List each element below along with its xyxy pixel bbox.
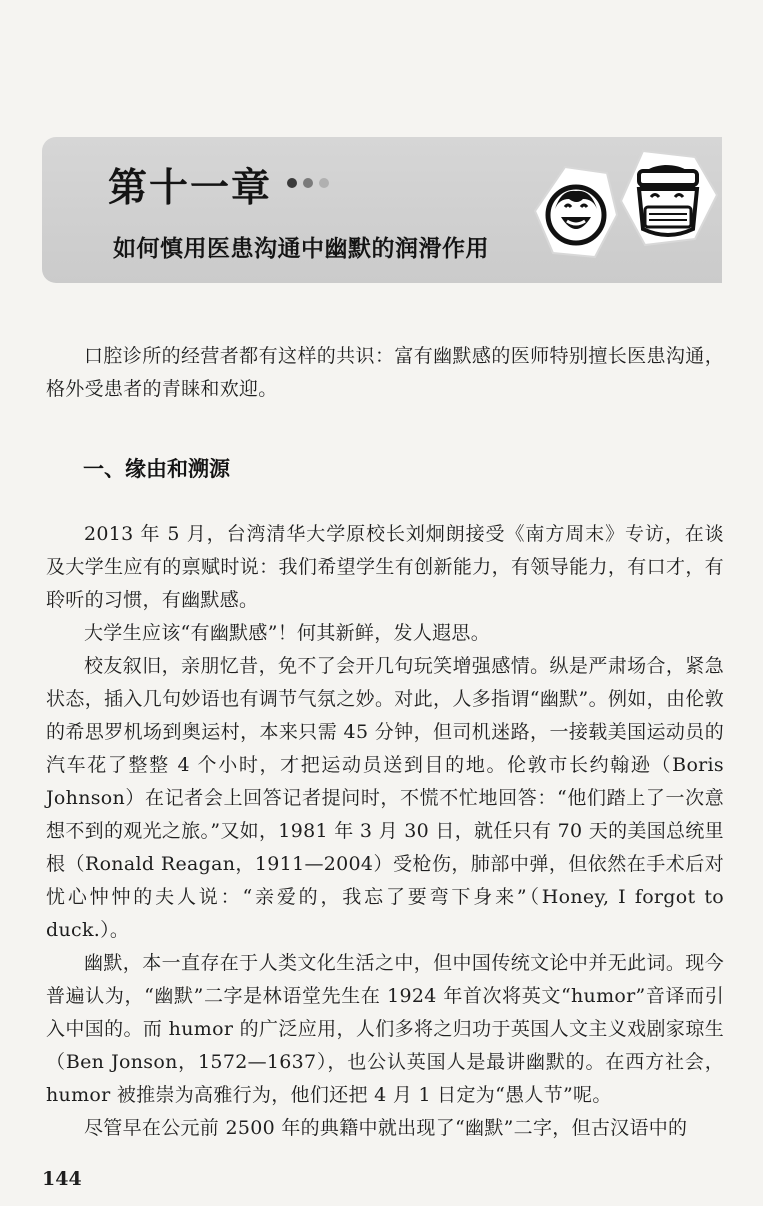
paragraph-4: 幽默，本一直存在于人类文化生活之中，但中国传统文论中并无此词。现今普遍认为，“幽默”二字是林语堂先生在 1924 年首次将英文“humor”音译而引入中国的。而 humor 的广泛应用，人们多将之归功于英国人文主义戏剧家琼生（Ben Jonson，1572—1637），也公认英国人是最讲幽默的。在西方社会，humor 被推崇为高雅行为，他们还把 4 月 1 日定为“愚人节”呢。	[46, 952, 724, 1106]
paragraph-3: 校友叙旧，亲朋忆昔，免不了会开几句玩笑增强感情。纵是严肃场合，紧急状态，插入几句妙语也有调节气氛之妙。对此，人多指谓“幽默”。例如，由伦敦的希思罗机场到奥运村，本来只需 45 分钟，但司机迷路，一接载美国运动员的汽车花了整整 4 个小时，才把运动员送到目的地。伦敦市长约翰逊（Boris Johnson）在记者会上回答记者提问时，不慌不忙地回答：“他们踏上了一次意想不到的观光之旅。”又如，1981 年 3 月 30 日，就任只有 70 天的美国总统里根（Ronald Reagan，1911—2004）受枪伤，肺部中弹，但依然在手术后对忧心忡忡的夫人说：“亲爱的，我忘了要弯下身来”（Honey, I forgot to duck.）。	[46, 655, 724, 941]
body-text	[46, 518, 724, 1145]
section-heading: 一、缘由和溯源	[83, 457, 230, 481]
paragraph-2: 大学生应该“有幽默感”！何其新鲜，发人遐思。	[84, 622, 491, 644]
masked-doctor-face-icon	[621, 151, 717, 245]
chapter-illustration	[525, 145, 735, 285]
chapter-title: 第十一章	[108, 166, 273, 211]
intro-text	[46, 340, 724, 406]
intro-paragraph: 口腔诊所的经营者都有这样的共识：富有幽默感的医师特别擅长医患沟通，格外受患者的青睐和欢迎。	[46, 345, 724, 400]
dot-mid	[303, 178, 313, 188]
chapter-subtitle: 如何慎用医患沟通中幽默的润滑作用	[113, 236, 489, 262]
paragraph-1: 2013 年 5 月，台湾清华大学原校长刘炯朗接受《南方周末》专访，在谈及大学生应有的禀赋时说：我们希望学生有创新能力，有领导能力，有口才，有聆听的习惯，有幽默感。	[46, 523, 724, 611]
dot-light	[319, 178, 329, 188]
page-number: 144	[42, 1168, 82, 1190]
smiling-face-icon	[535, 167, 617, 257]
paragraph-5: 尽管早在公元前 2500 年的典籍中就出现了“幽默”二字，但古汉语中的	[84, 1117, 688, 1139]
title-dots	[287, 178, 329, 188]
dot-dark	[287, 178, 297, 188]
